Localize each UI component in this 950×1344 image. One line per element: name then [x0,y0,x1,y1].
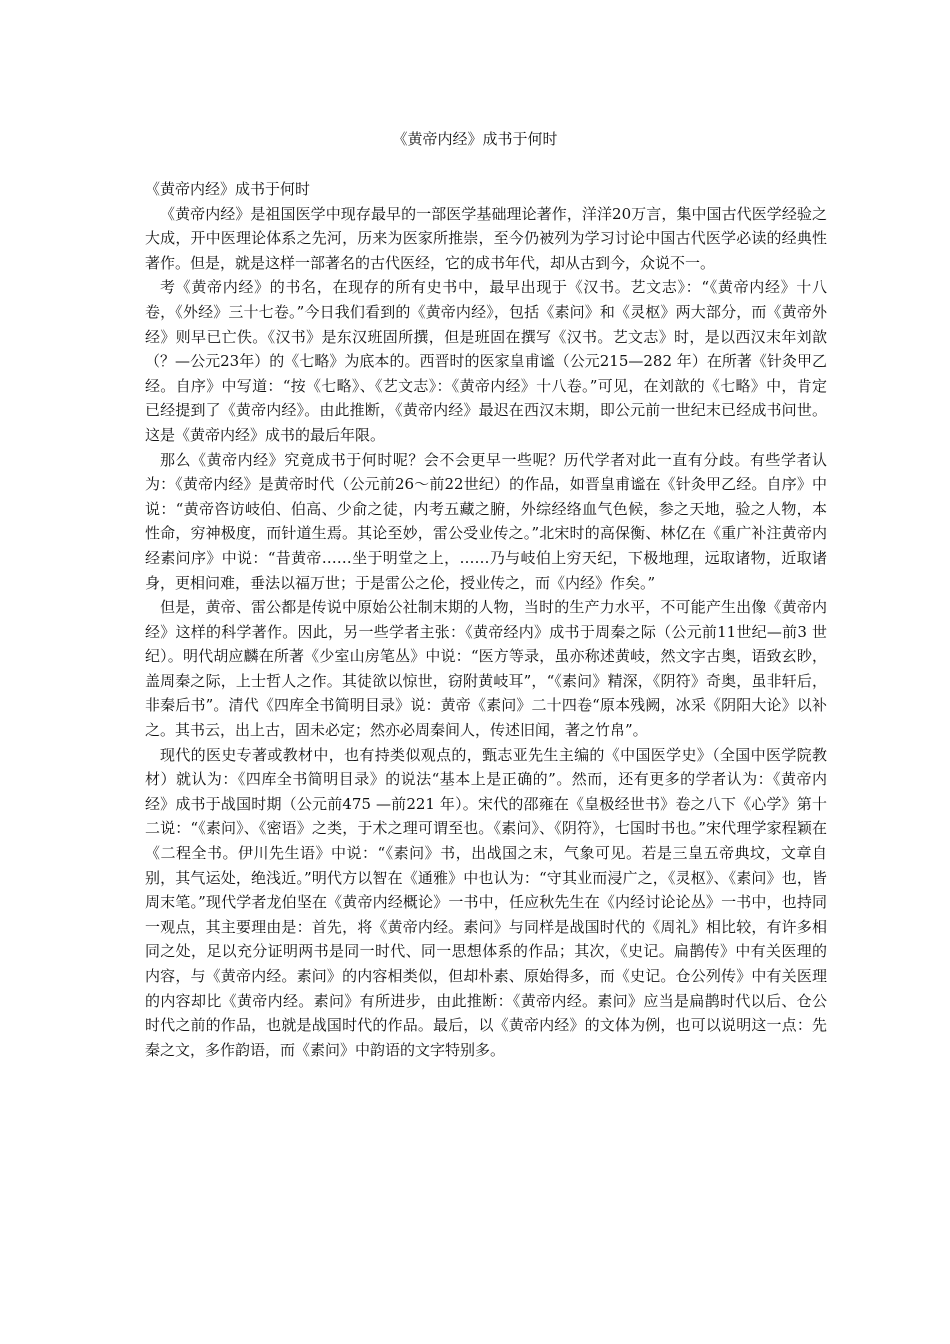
paragraph-5: 现代的医史专著或教材中，也有持类似观点的，甄志亚先生主编的《中国医学史》（全国中医学院教材）就认为：《四库全书简明目录》的说法“基本上是正确的”。然而，还有更多的学者认为：《黄帝内经》成书于战国时期（公元前475 —前221 年）。宋代的邵雍在《皇极经世书》卷之八下《心学》第十二说：“《素问》、《密语》之类，于术之理可谓至也。《素问》、《阴符》，七国时书也。”宋代理学家程颖在《二程全书。伊川先生语》中说：“《素问》书，出战国之末，气象可见。若是三皇五帝典坟，文章自别，其气运处，绝浅近。”明代方以智在《通雅》中也认为：“守其业而浸广之，《灵枢》、《素问》也，皆周末笔。”现代学者龙伯坚在《黄帝内经概论》一书中，任应秋先生在《内经讨论论丛》一书中，也持同一观点，其主要理由是：首先，将《黄帝内经。素问》与同样是战国时代的《周礼》相比较，有许多相同之处，足以充分证明两书是同一时代、同一思想体系的作品；其次，《史记。扁鹊传》中有关医理的内容，与《黄帝内经。素问》的内容相类似，但却朴素、原始得多，而《史记。仓公列传》中有关医理的内容却比《黄帝内经。素问》有所进步，由此推断：《黄帝内经。素问》应当是扁鹊时代以后、仓公时代之前的作品，也就是战国时代的作品。最后，以《黄帝内经》的文体为例，也可以说明这一点：先秦之文，多作韵语，而《素问》中韵语的文字特别多。 [145,745,827,1059]
document-title: 《黄帝内经》成书于何时 [392,130,558,148]
document-subtitle: 《黄帝内经》成书于何时 [145,180,311,198]
paragraph-1: 《黄帝内经》是祖国医学中现存最早的一部医学基础理论著作，洋洋20万言，集中国古代医学经验之大成，开中医理论体系之先河，历来为医家所推崇，至今仍被列为学习讨论中国古代医学必读的经典性著作。但是，就是这样一部著名的古代医经，它的成书年代，却从古到今，众说不一。 [145,204,827,272]
paragraph-2: 考《黄帝内经》的书名，在现存的所有史书中，最早出现于《汉书。艺文志》：“《黄帝内经》十八卷，《外经》三十七卷。”今日我们看到的《黄帝内经》，包括《素问》和《灵枢》两大部分，而《黄帝外经》则早已亡佚。《汉书》是东汉班固所撰，但是班固在撰写《汉书。艺文志》时，是以西汉末年刘歆（？—公元23年）的《七略》为底本的。西晋时的医家皇甫谧（公元215—282 年）在所著《针灸甲乙经。自序》中写道：“按《七略》、《艺文志》：《黄帝内经》十八卷。”可见，在刘歆的《七略》中，肯定已经提到了《黄帝内经》。由此推断，《黄帝内经》最迟在西汉末期，即公元前一世纪末已经成书问世。这是《黄帝内经》成书的最后年限。 [145,278,827,444]
paragraph-3: 那么《黄帝内经》究竟成书于何时呢？会不会更早一些呢？历代学者对此一直有分歧。有些学者认为：《黄帝内经》是黄帝时代（公元前26～前22世纪）的作品，如晋皇甫谧在《针灸甲乙经。自序》中说：“黄帝咨访岐伯、伯高、少俞之徒，内考五藏之腑，外综经络血气色候，参之天地，验之人物，本性命，穷神极度，而针道生焉。其论至妙，雷公受业传之。”北宋时的高保衡、林亿在《重广补注黄帝内经素问序》中说：“昔黄帝……坐于明堂之上，……乃与岐伯上穷天纪，下极地理，远取诸物，近取诸身，更相问难，垂法以福万世；于是雷公之伦，授业传之，而《内经》作矣。” [145,450,827,592]
paragraph-4: 但是，黄帝、雷公都是传说中原始公社制末期的人物，当时的生产力水平，不可能产生出像《黄帝内经》这样的科学著作。因此，另一些学者主张：《黄帝经内》成书于周秦之际（公元前11世纪—前3 世纪）。明代胡应麟在所著《少室山房笔丛》中说：“医方等录，虽亦称述黄岐，然文字古奥，语致玄眇，盖周秦之际，上士哲人之作。其徒欲以惊世，窃附黄岐耳”，“《素问》精深，《阴符》奇奥，虽非轩后，非秦后书”。清代《四库全书简明目录》说：黄帝《素问》二十四卷“原本残阙，冰采《阴阳大论》以补之。其书云，出上古，固未必定；然亦必周秦间人，传述旧闻，著之竹帛”。 [145,598,827,740]
document-body [145,177,827,1062]
